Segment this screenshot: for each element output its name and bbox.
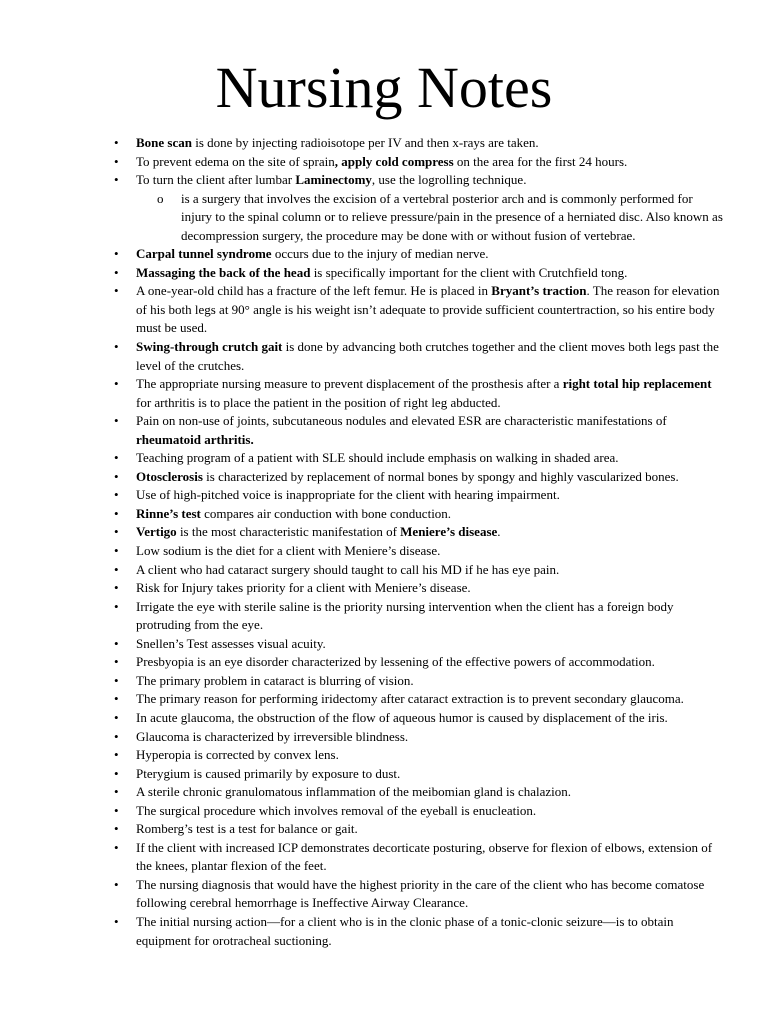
list-item	[0, 542, 768, 561]
bold-term: , apply cold compress	[334, 153, 454, 169]
note-text: The initial nursing action—for a client who is in the clonic phase of a tonic-clonic seizure—is to obtain equipment for orotracheal suctioning.	[136, 913, 674, 948]
bold-term: right total hip replacement	[562, 376, 712, 392]
bullet-marker: •	[114, 784, 119, 800]
note-text: Irrigate the eye with sterile saline is the priority nursing intervention when the client has a foreign body protruding from the eye.	[136, 598, 674, 633]
bullet-marker: •	[114, 839, 119, 855]
note-text: compares air conduction with bone conduction.	[200, 505, 452, 521]
note-text: A sterile chronic granulomatous inflammation of the meibomian gland is chalazion.	[136, 784, 572, 800]
note-text: If the client with increased ICP demonstrates decorticate posturing, observe for flexion of elbows, extension of the knees, plantar flexion of the feet.	[136, 839, 713, 874]
bullet-marker: •	[114, 728, 119, 744]
bullet-marker: •	[114, 709, 119, 725]
list-item	[0, 913, 768, 950]
bold-term: Bone scan	[136, 135, 192, 150]
list-item	[0, 579, 768, 598]
bullet-marker: •	[114, 450, 119, 466]
list-item	[0, 728, 768, 747]
note-text: Snellen’s Test assesses visual acuity.	[136, 635, 326, 651]
bullet-marker: •	[114, 654, 119, 670]
note-text: The nursing diagnosis that would have the highest priority in the care of the client who has become comatose following cerebral hemorrhage is Ineffective Airway Clearance.	[136, 876, 705, 911]
list-item	[0, 802, 768, 821]
bullet-marker: •	[114, 153, 119, 169]
list-item	[0, 134, 768, 153]
note-text: is the most characteristic manifestation of	[176, 524, 401, 540]
list-item	[0, 282, 768, 338]
list-item	[0, 338, 768, 375]
note-text: Use of high-pitched voice is inappropriate for the client with hearing impairment.	[136, 487, 560, 503]
bold-term: Carpal tunnel syndrome	[136, 246, 272, 262]
page-title: Nursing Notes	[215, 55, 553, 120]
bullet-marker: •	[114, 821, 119, 837]
note-text: Glaucoma is characterized by irreversible blindness.	[136, 728, 409, 744]
bold-term: Massaging the back of the head	[136, 264, 311, 280]
note-text: is characterized by replacement of normal bones by spongy and highly vascularized bones.	[202, 468, 679, 484]
note-text: The primary reason for performing iridectomy after cataract extraction is to prevent secondary glaucoma.	[136, 691, 684, 707]
bullet-marker: •	[114, 487, 119, 503]
bullet-marker: •	[114, 413, 119, 429]
bullet-marker: •	[114, 246, 119, 262]
note-text: To prevent edema on the site of sprain	[136, 153, 335, 169]
list-item	[0, 635, 768, 654]
note-text: Presbyopia is an eye disorder characterized by lessening of the effective powers of accommodation.	[136, 654, 655, 670]
note-text: Pain on non-use of joints, subcutaneous nodules and elevated ESR are characteristic manifestations of	[136, 413, 667, 429]
note-text: Low sodium is the diet for a client with Meniere’s disease.	[136, 543, 441, 559]
list-item	[0, 505, 768, 524]
list-item	[0, 153, 768, 172]
bullet-marker: •	[114, 691, 119, 707]
bullet-marker: •	[114, 543, 119, 559]
note-text: A client who had cataract surgery should taught to call his MD if he has eye pain.	[136, 561, 560, 577]
bullet-marker: •	[114, 672, 119, 688]
bold-term: Rinne’s test	[136, 505, 201, 521]
note-text: Pterygium is caused primarily by exposure to dust.	[136, 765, 401, 781]
bold-term: rheumatoid arthritis.	[136, 431, 254, 447]
note-text: Teaching program of a patient with SLE should include emphasis on walking in shaded area.	[136, 450, 619, 466]
list-item	[0, 486, 768, 505]
list-item	[0, 690, 768, 709]
note-text: .	[497, 524, 501, 540]
list-item	[0, 412, 768, 449]
bullet-marker: •	[114, 765, 119, 781]
note-text: A one-year-old child has a fracture of the left femur. He is placed in	[136, 283, 492, 299]
note-text: is done by advancing both crutches together and the client moves both legs past the level of the crutches.	[136, 339, 719, 373]
list-item	[0, 709, 768, 728]
list-item	[0, 264, 768, 283]
note-text: occurs due to the injury of median nerve.	[271, 246, 489, 262]
bullet-marker: •	[114, 561, 119, 577]
note-text: , use the logrolling technique.	[371, 172, 527, 188]
note-text: is a surgery that involves the excision of a vertebral posterior arch and is commonly performed for injury to the spinal column or to relieve pressure/pain in the presence of a herniated disc. Also known as decompression surgery, the procedure may be done with or without fusion of vertebrae.	[181, 190, 723, 243]
list-item	[0, 598, 768, 635]
list-item	[0, 171, 768, 190]
note-text: The appropriate nursing measure to prevent displacement of the prosthesis after a	[136, 376, 563, 392]
list-item	[0, 561, 768, 580]
bullet-marker: •	[114, 635, 119, 651]
list-item	[0, 672, 768, 691]
note-text: for arthritis is to place the patient in the position of right leg abducted.	[136, 394, 501, 410]
bullet-marker: •	[114, 135, 119, 150]
note-text: The surgical procedure which involves removal of the eyeball is enucleation.	[136, 802, 537, 818]
list-item	[0, 820, 768, 839]
bullet-marker: •	[114, 524, 119, 540]
bullet-marker: •	[114, 172, 119, 188]
list-item	[0, 449, 768, 468]
bullet-marker: •	[114, 339, 119, 355]
list-item	[0, 876, 768, 913]
note-text: Romberg’s test is a test for balance or gait.	[136, 821, 358, 837]
bold-term: Otosclerosis	[136, 468, 203, 484]
note-text: is done by injecting radioisotope per IV and then x-rays are taken.	[191, 135, 539, 150]
note-text: . The reason for elevation of his both legs at 90° angle is his weight isn’t adequate to provide sufficient countertraction, so his entire body must be used.	[136, 283, 720, 336]
list-item	[0, 245, 768, 264]
sub-bullet-marker: o	[157, 190, 164, 206]
bullet-marker: •	[114, 505, 119, 521]
bullet-marker: •	[114, 598, 119, 614]
list-item	[0, 375, 768, 412]
list-item	[0, 653, 768, 672]
bullet-marker: •	[114, 802, 119, 818]
bullet-marker: •	[114, 876, 119, 892]
bullet-marker: •	[114, 468, 119, 484]
note-text: on the area for the first 24 hours.	[453, 153, 628, 169]
note-text: The primary problem in cataract is blurring of vision.	[136, 672, 414, 688]
bold-term: Meniere’s disease	[400, 524, 498, 540]
note-text: is specifically important for the client with Crutchfield tong.	[310, 264, 628, 280]
sub-list-item	[0, 190, 768, 246]
bold-term: Bryant’s traction	[491, 283, 587, 299]
bullet-marker: •	[114, 264, 119, 280]
bullet-marker: •	[114, 283, 119, 299]
list-item	[0, 746, 768, 765]
list-item	[0, 765, 768, 784]
bullet-marker: •	[114, 376, 119, 392]
bold-term: Swing-through crutch gait	[136, 339, 283, 355]
list-item	[0, 523, 768, 542]
bold-term: Vertigo	[136, 524, 177, 540]
bold-term: Laminectomy	[295, 172, 372, 188]
bullet-marker: •	[114, 747, 119, 763]
bullet-marker: •	[114, 913, 119, 929]
note-text: In acute glaucoma, the obstruction of the flow of aqueous humor is caused by displacement of the iris.	[136, 709, 668, 725]
bullet-marker: •	[114, 580, 119, 596]
list-item	[0, 839, 768, 876]
note-text: Risk for Injury takes priority for a client with Meniere’s disease.	[136, 580, 471, 596]
notes-list	[0, 134, 768, 950]
list-item	[0, 468, 768, 487]
list-item	[0, 783, 768, 802]
note-text: Hyperopia is corrected by convex lens.	[136, 747, 339, 763]
note-text: To turn the client after lumbar	[136, 172, 296, 188]
